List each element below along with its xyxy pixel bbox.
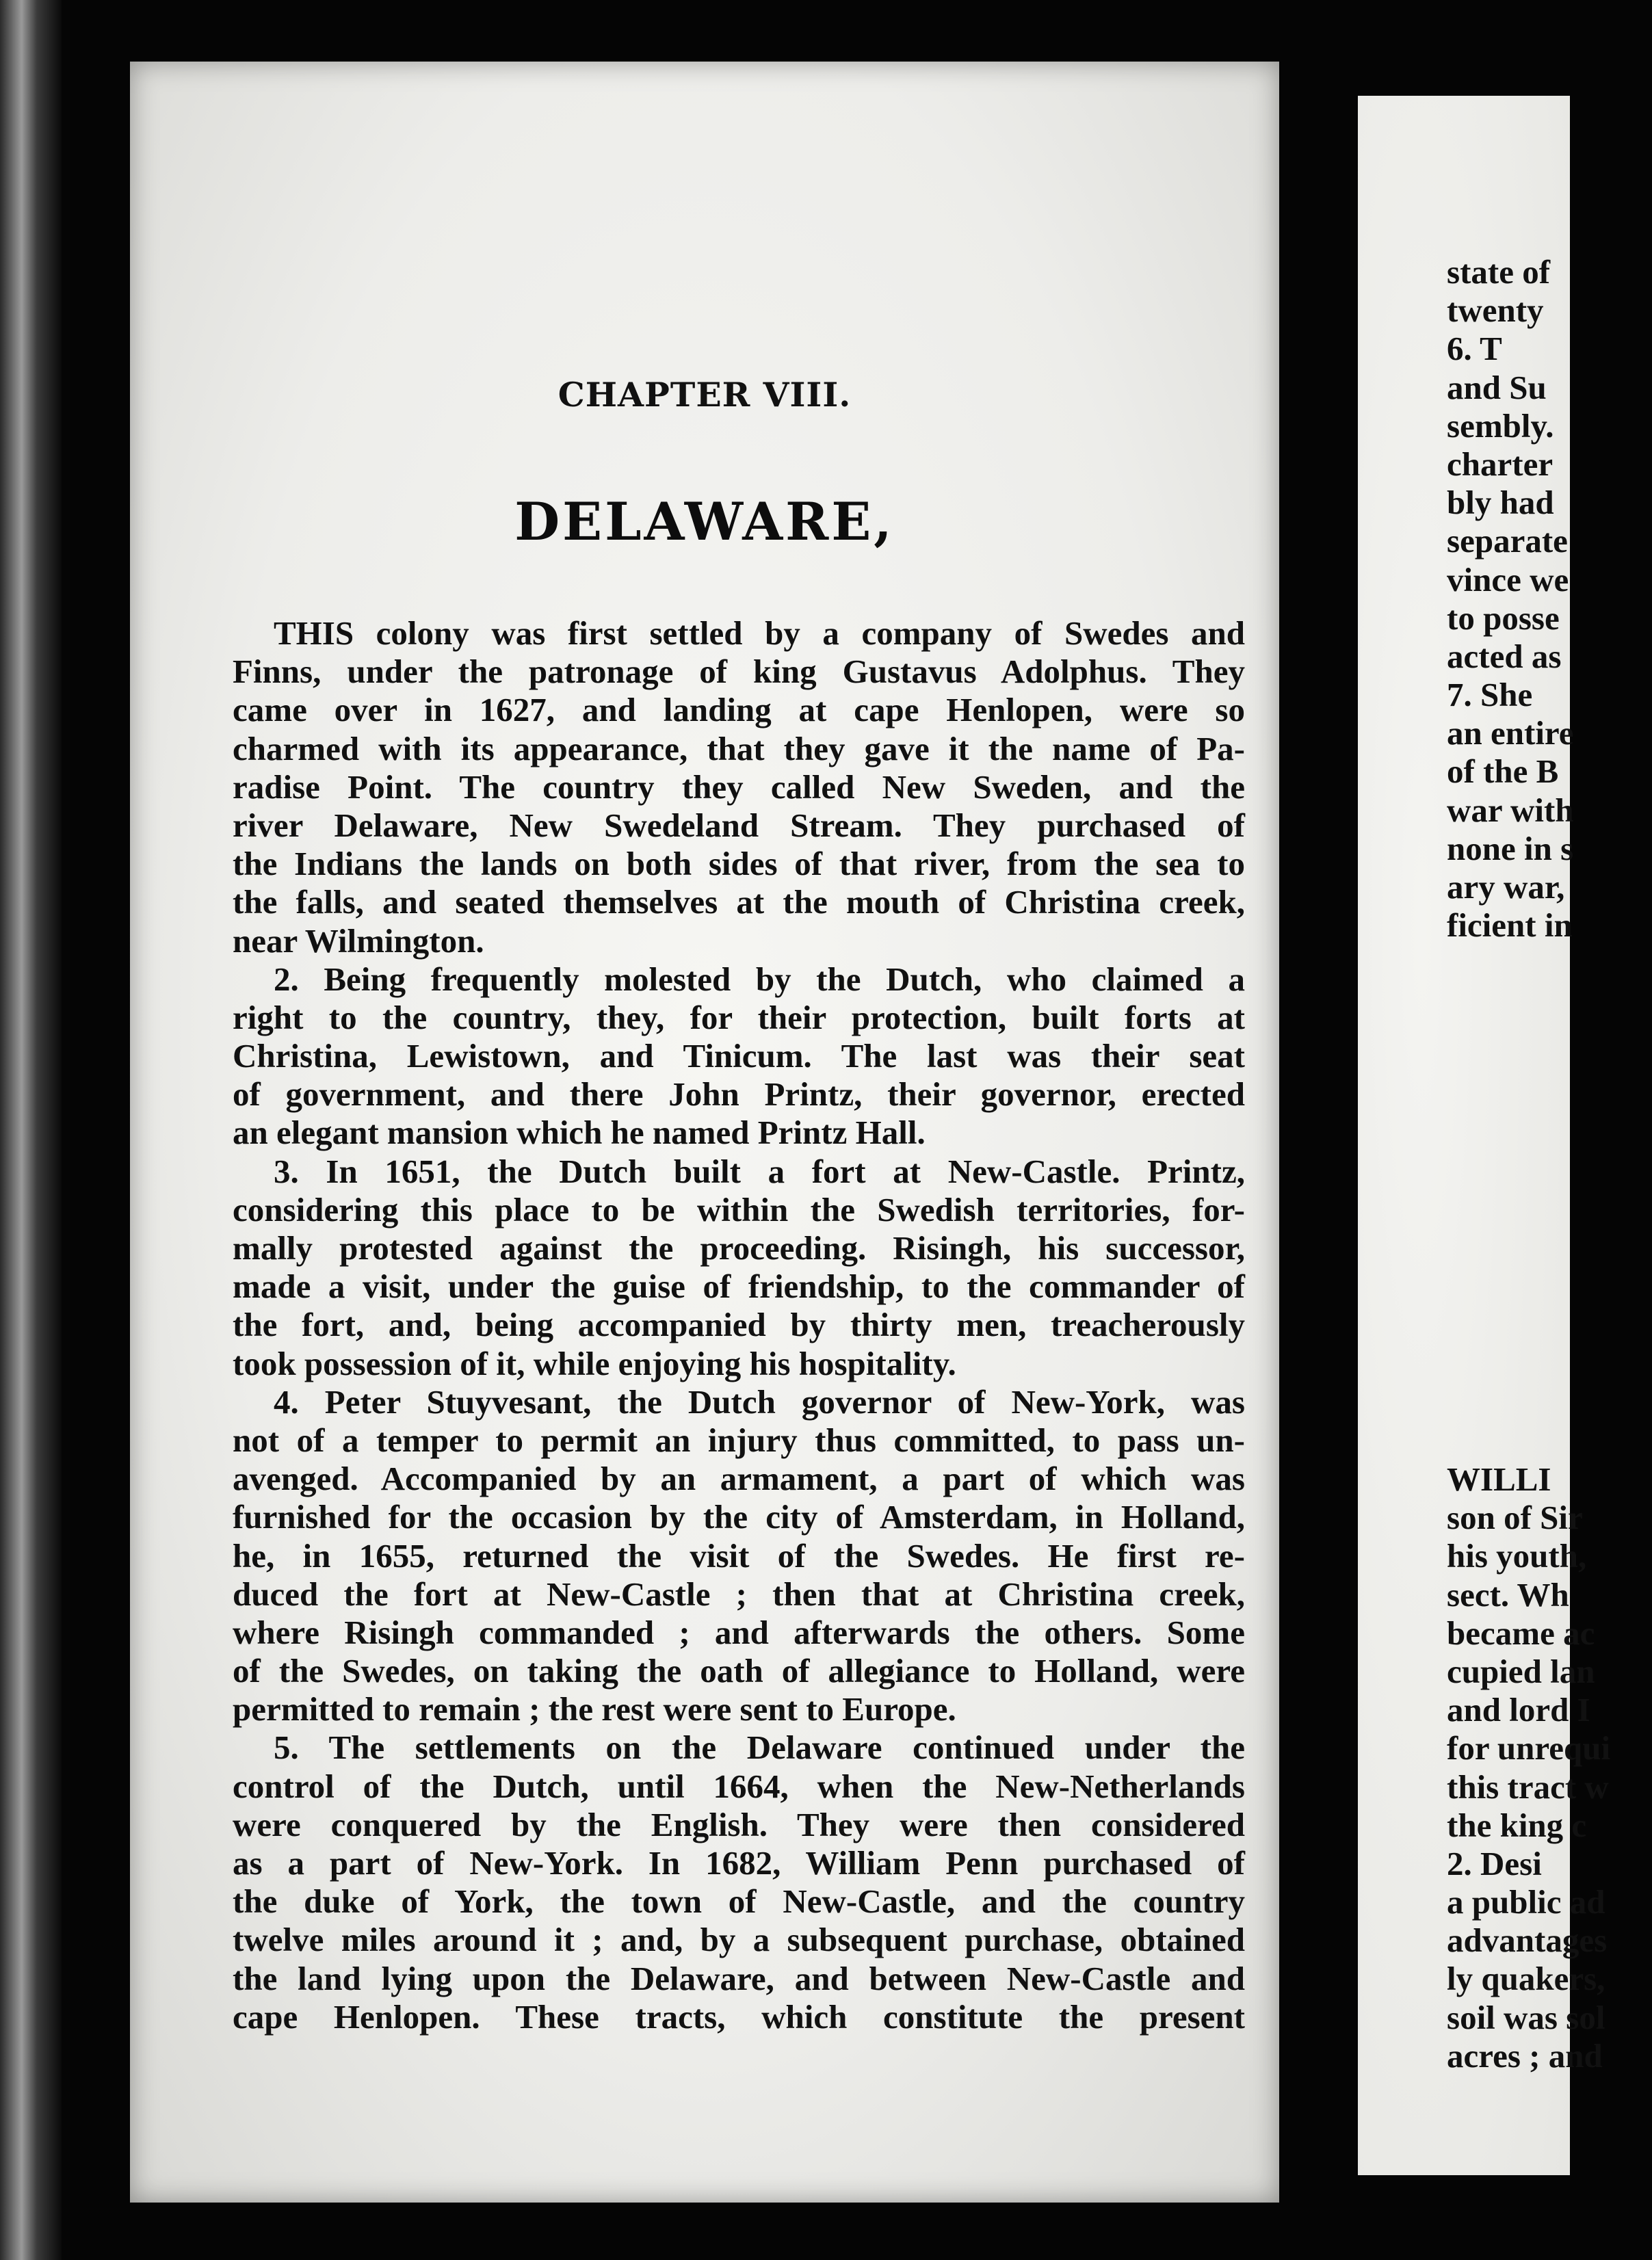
chapter-heading: CHAPTER VIII. xyxy=(558,375,852,415)
right-page-line: 6. T xyxy=(1447,330,1502,368)
book-page-right-partial xyxy=(1358,96,1611,2175)
right-page-line: acres ; and xyxy=(1447,2036,1603,2075)
right-page-line: his youth, xyxy=(1447,1537,1587,1575)
right-page-line: and lord I xyxy=(1447,1691,1590,1729)
right-page-line: to posse xyxy=(1447,599,1560,637)
text-line: of the Swedes, on taking the oath of allegiance to Holland, were xyxy=(233,1652,1245,1690)
text-line: considering this place to be within the Swedish territories, for- xyxy=(233,1190,1245,1228)
text-line: charmed with its appearance, that they gave it the name of Pa- xyxy=(233,729,1245,767)
right-page-line: twenty xyxy=(1447,291,1544,330)
text-line: THIS colony was first settled by a company of Swedes and xyxy=(274,614,1245,652)
right-page-line: charter xyxy=(1447,445,1553,483)
text-line: control of the Dutch, until 1664, when the New-Netherlands xyxy=(233,1767,1245,1805)
right-page-line: cupied lan xyxy=(1447,1652,1595,1690)
show-through-text xyxy=(233,178,1163,534)
text-line: made a visit, under the guise of friendship, to the commander of xyxy=(233,1267,1245,1306)
text-line: he, in 1655, returned the visit of the Swedes. He first re- xyxy=(233,1536,1245,1575)
right-page-line: a public ad xyxy=(1447,1883,1605,1921)
text-line: twelve miles around it ; and, by a subsequent purchase, obtained xyxy=(233,1921,1245,1959)
text-line: permitted to remain ; the rest were sent to Europe. xyxy=(233,1690,956,1729)
text-line: cape Henlopen. These tracts, which constitute the present xyxy=(233,1997,1245,2036)
right-page-line: the king c xyxy=(1447,1806,1587,1844)
right-page-upper-text xyxy=(1447,253,1652,945)
right-page-line: ary war, xyxy=(1447,868,1565,906)
text-line: Christina, Lewistown, and Tinicum. The last was their seat xyxy=(233,1037,1245,1075)
right-page-line: state of xyxy=(1447,253,1551,291)
text-line: river Delaware, New Swedeland Stream. They purchased of xyxy=(233,806,1245,844)
text-line: an elegant mansion which he named Printz Hall. xyxy=(233,1114,926,1152)
right-page-line: sembly. xyxy=(1447,406,1554,445)
text-line: Finns, under the patronage of king Gustavus Adolphus. They xyxy=(233,653,1245,691)
text-line: radise Point. The country they called New Sweden, and the xyxy=(233,767,1245,806)
text-line: the fort, and, being accompanied by thirty men, treacherously xyxy=(233,1306,1245,1344)
text-line: the duke of York, the town of New-Castle, and the country xyxy=(233,1882,1245,1921)
right-page-line: war with xyxy=(1447,791,1574,829)
right-page-line: separate xyxy=(1447,522,1568,560)
book-page-left xyxy=(130,62,1279,2203)
right-page-line: acted as xyxy=(1447,637,1562,675)
text-line: right to the country, they, for their protection, built forts at xyxy=(233,998,1245,1036)
text-line: 4. Peter Stuyvesant, the Dutch governor of New-York, was xyxy=(274,1382,1245,1421)
text-line: near Wilmington. xyxy=(233,921,484,960)
text-line: 5. The settlements on the Delaware continued under the xyxy=(274,1729,1245,1767)
text-line: the land lying upon the Delaware, and between New-Castle and xyxy=(233,1959,1245,1997)
right-page-line: advantages xyxy=(1447,1921,1608,1960)
text-line: of government, and there John Printz, their governor, erected xyxy=(233,1075,1245,1114)
right-page-line: son of Sir xyxy=(1447,1499,1583,1537)
right-page-line: this tract w xyxy=(1447,1768,1609,1806)
scan-left-edge xyxy=(0,0,62,2260)
right-page-lower-text xyxy=(1447,1460,1652,2075)
text-line: the Indians the lands on both sides of that river, from the sea to xyxy=(233,845,1245,883)
body-text xyxy=(233,614,1245,2036)
right-page-line: soil was sol xyxy=(1447,1998,1605,2036)
right-page-line: 7. She xyxy=(1447,676,1533,714)
right-page-line: 2. Desi xyxy=(1447,1844,1542,1882)
text-line: the falls, and seated themselves at the mouth of Christina creek, xyxy=(233,883,1245,921)
text-line: 2. Being frequently molested by the Dutch, who claimed a xyxy=(274,960,1245,998)
text-line: 3. In 1651, the Dutch built a fort at New-Castle. Printz, xyxy=(274,1152,1245,1190)
right-page-line: WILLI xyxy=(1447,1460,1551,1498)
text-line: duced the fort at New-Castle ; then that at Christina creek, xyxy=(233,1575,1245,1613)
text-line: not of a temper to permit an injury thus committed, to pass un- xyxy=(233,1421,1245,1459)
text-line: avenged. Accompanied by an armament, a part of which was xyxy=(233,1460,1245,1498)
text-line: mally protested against the proceeding. Risingh, his successor, xyxy=(233,1229,1245,1267)
text-line: came over in 1627, and landing at cape Henlopen, were so xyxy=(233,691,1245,729)
text-line: as a part of New-York. In 1682, William Penn purchased of xyxy=(233,1844,1245,1882)
right-page-line: bly had xyxy=(1447,484,1554,522)
right-page-line: for unrequi xyxy=(1447,1729,1611,1768)
right-page-line: and Su xyxy=(1447,368,1547,406)
right-page-line: sect. Wh xyxy=(1447,1575,1569,1614)
text-line: took possession of it, while enjoying his hospitality. xyxy=(233,1344,956,1382)
right-page-line: none in s xyxy=(1447,829,1574,867)
right-page-line: ficient in xyxy=(1447,906,1573,945)
chapter-title: DELAWARE, xyxy=(514,491,895,552)
right-page-line: vince we xyxy=(1447,560,1569,599)
text-line: furnished for the occasion by the city of Amsterdam, in Holland, xyxy=(233,1498,1245,1536)
text-line: were conquered by the English. They were then considered xyxy=(233,1805,1245,1843)
text-line: where Risingh commanded ; and afterwards the others. Some xyxy=(233,1613,1245,1651)
right-page-line: an entire xyxy=(1447,714,1574,752)
right-page-line: became ac xyxy=(1447,1614,1595,1652)
right-page-line: ly quakers, xyxy=(1447,1960,1605,1998)
right-page-line: of the B xyxy=(1447,752,1559,791)
